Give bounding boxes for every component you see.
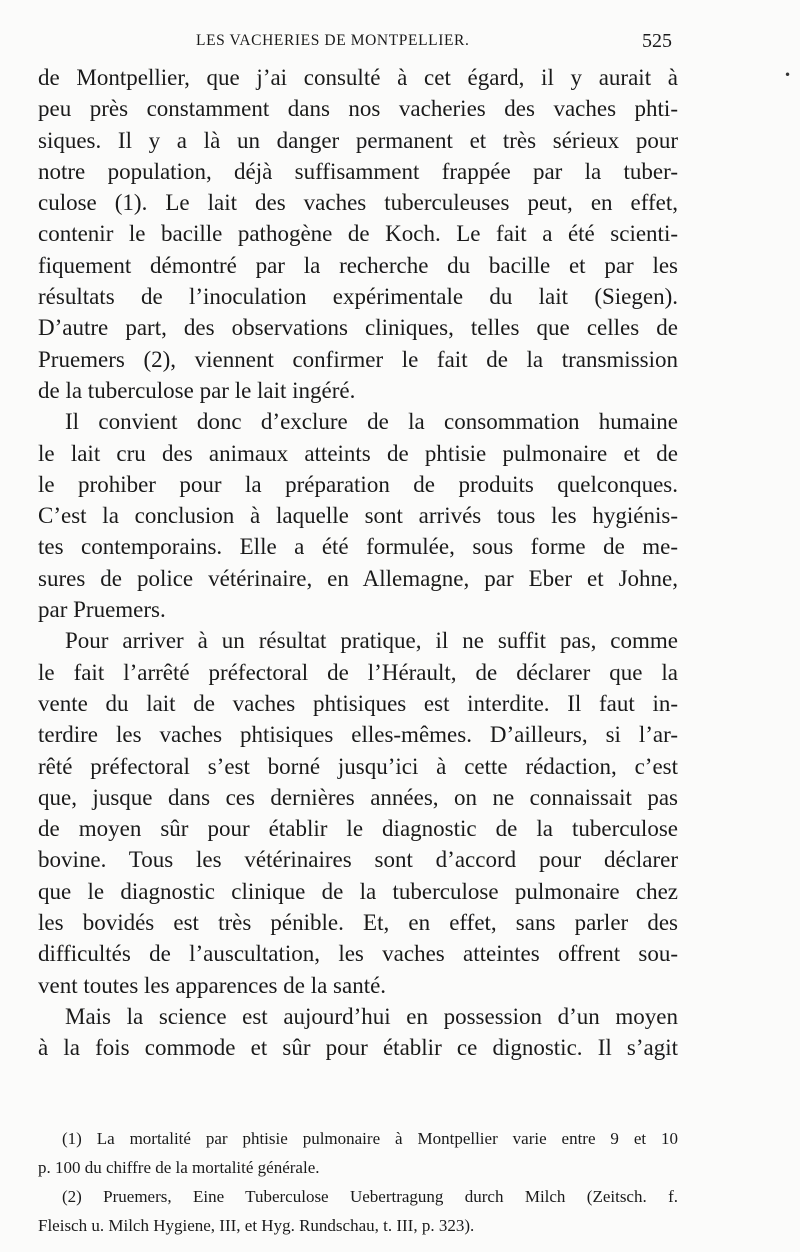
- text-line: Pruemers (2), viennent confirmer le fait de la transmission: [38, 346, 678, 372]
- footnote-line: Fleisch u. Milch Hygiene, III, et Hyg. Rundschau, t. III, p. 323).: [38, 1216, 475, 1235]
- text-line: notre population, déjà suffisamment frappée par la tuber-: [38, 158, 678, 184]
- text-line: le prohiber pour la préparation de produits quelconques.: [38, 471, 678, 497]
- text-line: fiquement démontré par la recherche du bacille et par les: [38, 252, 678, 278]
- text-line: peu près constamment dans nos vacheries des vaches phti-: [38, 96, 678, 122]
- text-line: le lait cru des animaux atteints de phtisie pulmonaire et de: [38, 440, 678, 466]
- text-line: à la fois commode et sûr pour établir ce dignostic. Il s’agit: [38, 1035, 678, 1061]
- text-line: rêté préfectoral s’est borné jusqu’ici à cette rédaction, c’est: [38, 753, 678, 779]
- page-number: 525: [642, 30, 672, 52]
- footnote-line: (1) La mortalité par phtisie pulmonaire à Montpellier varie entre 9 et 10: [62, 1129, 678, 1148]
- text-line: terdire les vaches phtisiques elles-mêmes. D’ailleurs, si l’ar-: [38, 722, 678, 748]
- footnote-line: p. 100 du chiffre de la mortalité générale.: [38, 1158, 320, 1177]
- text-line: D’autre part, des observations cliniques, telles que celles de: [38, 315, 678, 341]
- text-line: par Pruemers.: [38, 597, 166, 623]
- text-line: difficultés de l’auscultation, les vaches atteintes offrent sou-: [38, 941, 678, 967]
- text-line: bovine. Tous les vétérinaires sont d’accord pour déclarer: [38, 847, 678, 873]
- text-line: siques. Il y a là un danger permanent et très sérieux pour: [38, 127, 678, 153]
- text-line: Pour arriver à un résultat pratique, il ne suffit pas, comme: [65, 628, 678, 654]
- text-line: de la tuberculose par le lait ingéré.: [38, 377, 356, 403]
- footnote-line: (2) Pruemers, Eine Tuberculose Uebertragung durch Milch (Zeitsch. f.: [62, 1187, 678, 1206]
- margin-mark: •: [784, 68, 792, 82]
- text-line: Il convient donc d’exclure de la consommation humaine: [65, 409, 678, 435]
- text-line: C’est la conclusion à laquelle sont arrivés tous les hygiénis-: [38, 503, 678, 529]
- body-text: [38, 62, 678, 1064]
- text-line: les bovidés est très pénible. Et, en effet, sans parler des: [38, 910, 678, 936]
- footnotes: [38, 1124, 678, 1240]
- text-line: vent toutes les apparences de la santé.: [38, 972, 387, 998]
- running-head: LES VACHERIES DE MONTPELLIER.: [196, 32, 470, 49]
- text-line: culose (1). Le lait des vaches tuberculeuses peut, en effet,: [38, 190, 678, 216]
- text-line: vente du lait de vaches phtisiques est interdite. Il faut in-: [38, 690, 678, 716]
- text-line: le fait l’arrêté préfectoral de l’Hérault, de déclarer que la: [38, 659, 678, 685]
- text-line: Mais la science est aujourd’hui en possession d’un moyen: [65, 1003, 678, 1029]
- text-line: que, jusque dans ces dernières années, on ne connaissait pas: [38, 784, 678, 810]
- text-line: de Montpellier, que j’ai consulté à cet égard, il y aurait à: [38, 65, 678, 90]
- page-header: [38, 30, 672, 58]
- text-line: contenir le bacille pathogène de Koch. Le fait a été scienti-: [38, 221, 678, 247]
- text-line: résultats de l’inoculation expérimentale du lait (Siegen).: [38, 284, 678, 310]
- text-line: tes contemporains. Elle a été formulée, sous forme de me-: [38, 534, 678, 560]
- text-line: sures de police vétérinaire, en Allemagne, par Eber et Johne,: [38, 565, 678, 591]
- text-line: que le diagnostic clinique de la tuberculose pulmonaire chez: [38, 878, 678, 904]
- text-line: de moyen sûr pour établir le diagnostic de la tuberculose: [38, 816, 678, 842]
